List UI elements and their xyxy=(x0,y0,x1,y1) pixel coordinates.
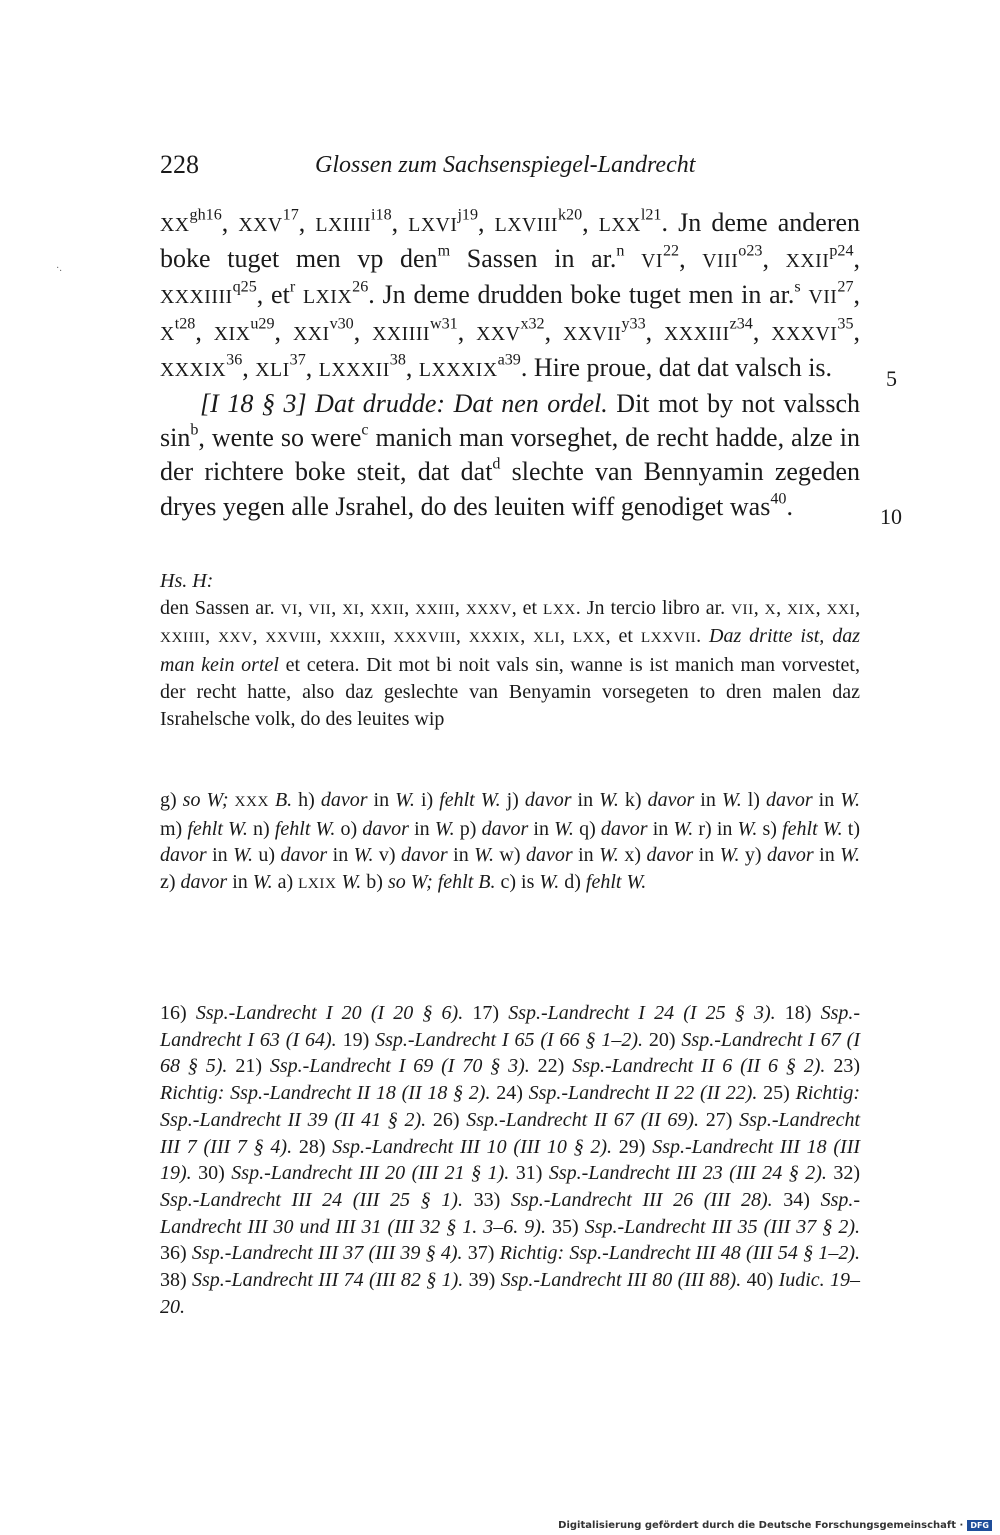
dfg-logo: DFG xyxy=(967,1520,992,1531)
roman-numeral: XXIII xyxy=(415,600,455,618)
italic-text: W. xyxy=(719,844,740,867)
roman-numeral: XXV xyxy=(218,629,253,647)
manuscript-label: Hs. H: xyxy=(160,570,214,592)
roman-numeral: XXX xyxy=(234,793,269,810)
note-marker: 40 xyxy=(770,490,787,508)
footnote-36: 36) Ssp.-Landrecht III 37 (III 39 § 4). xyxy=(160,1242,463,1265)
roman-numeral: XXXIX xyxy=(160,358,227,381)
roman-numeral: XXXIX xyxy=(468,629,521,647)
italic-text: so W; fehlt B. xyxy=(387,870,496,893)
footnote-25: 25) Richtig: Ssp.-Landrecht II 39 (II 41 § 2). xyxy=(160,1082,860,1131)
italic-text: davor xyxy=(320,789,368,811)
footnote-39: 39) Ssp.-Landrecht III 80 (III 88). xyxy=(468,1269,742,1292)
roman-numeral: XI xyxy=(342,600,360,618)
note-marker: s xyxy=(794,279,801,297)
italic-text: fehlt W. xyxy=(274,817,336,840)
note-marker: c xyxy=(361,421,369,439)
roman-numeral: XXV xyxy=(238,214,283,236)
roman-numeral: XXXV xyxy=(465,600,512,618)
note-marker: y33 xyxy=(621,315,646,333)
roman-numeral: XXXVI xyxy=(771,322,838,345)
italic-text: W. xyxy=(434,817,455,840)
roman-numeral: X xyxy=(160,322,175,345)
note-marker: n xyxy=(616,242,625,260)
roman-numeral: VII xyxy=(308,600,332,618)
roman-numeral: VI xyxy=(641,250,663,273)
roman-numeral: XXI xyxy=(292,322,330,345)
italic-text: fehlt W. xyxy=(782,817,843,840)
footnote-40: 40) Iudic. 19–20. xyxy=(160,1269,861,1318)
roman-numeral: XXII xyxy=(785,250,830,273)
roman-numeral: XX xyxy=(160,214,190,236)
italic-text: W. xyxy=(341,870,362,893)
italic-text: W. xyxy=(737,817,758,840)
note-marker: 37 xyxy=(289,351,306,369)
note-marker: k20 xyxy=(557,206,583,224)
italic-text: W. xyxy=(353,844,374,867)
page-number: 228 xyxy=(160,150,199,179)
note-marker: 38 xyxy=(389,351,406,369)
italic-text: fehlt W. xyxy=(187,817,248,840)
roman-numeral: XXXIII xyxy=(664,322,730,345)
footnote-38: 38) Ssp.-Landrecht III 74 (III 82 § 1). xyxy=(160,1269,464,1292)
roman-numeral: LXVIII xyxy=(494,214,558,236)
italic-text: so W; xyxy=(182,789,229,811)
note-marker: r xyxy=(289,279,296,297)
italic-text: W. xyxy=(599,844,619,867)
note-marker: 17 xyxy=(282,206,299,224)
italic-text: davor xyxy=(765,789,813,811)
roman-numeral: XXXVIII xyxy=(393,629,456,647)
footnote-31: 31) Ssp.-Landrecht III 23 (III 24 § 2). xyxy=(515,1162,827,1185)
roman-numeral: LXX xyxy=(598,214,641,236)
footnotes-text xyxy=(160,1000,860,1320)
note-marker: d xyxy=(492,456,501,474)
italic-text: davor xyxy=(767,844,814,867)
dfg-credit xyxy=(558,1520,992,1531)
italic-text: W. xyxy=(840,844,860,867)
footnote-32: 32) Ssp.-Landrecht III 24 (III 25 § 1). xyxy=(160,1162,861,1211)
note-marker: 22 xyxy=(663,242,680,260)
italic-text: davor xyxy=(481,817,529,840)
note-marker: a39 xyxy=(497,351,521,369)
footnote-37: 37) Richtig: Ssp.-Landrecht III 48 (III 54 § 1–2). xyxy=(467,1242,861,1265)
note-marker: m xyxy=(437,242,451,260)
footnote-26: 26) Ssp.-Landrecht II 67 (II 69). xyxy=(432,1108,699,1131)
roman-numeral: LXIX xyxy=(298,874,337,892)
roman-numeral: XXI xyxy=(826,600,856,618)
footnote-34: 34) Ssp.-Landrecht III 30 und III 31 (III 32 § 1. 3–6. 9). xyxy=(160,1188,861,1238)
note-marker: q25 xyxy=(232,279,257,297)
roman-numeral: LXXXII xyxy=(318,358,390,381)
italic-text: fehlt W. xyxy=(585,870,647,893)
footnote-33: 33) Ssp.-Landrecht III 26 (III 28). xyxy=(473,1188,773,1211)
roman-numeral: X xyxy=(764,600,777,618)
italic-text: W. xyxy=(840,789,861,811)
note-marker: l21 xyxy=(640,206,662,224)
italic-text: fehlt W. xyxy=(439,789,501,811)
note-marker: t28 xyxy=(174,315,196,333)
manuscript-variant xyxy=(160,568,860,732)
footnote-27: 27) Ssp.-Landrecht III 7 (III 7 § 4). xyxy=(160,1108,860,1158)
roman-numeral: LXIX xyxy=(302,286,353,309)
footnote-23: 23) Richtig: Ssp.-Landrecht II 18 (II 18 § 2). xyxy=(160,1055,860,1105)
italic-text: davor xyxy=(647,789,695,811)
line-number-10: 10 xyxy=(880,504,902,529)
roman-numeral: XIX xyxy=(787,600,816,618)
footnote-17: 17) Ssp.-Landrecht I 24 (I 25 § 3). xyxy=(472,1002,776,1024)
footnote-28: 28) Ssp.-Landrecht III 10 (III 10 § 2). xyxy=(298,1135,613,1158)
roman-numeral: XXVIII xyxy=(265,629,317,647)
italic-text: W. xyxy=(721,789,742,811)
footnote-20: 20) Ssp.-Landrecht I 67 (I 68 § 5). xyxy=(160,1028,860,1078)
italic-text: davor xyxy=(525,844,573,867)
roman-numeral: LXIIII xyxy=(315,214,372,236)
note-marker: i18 xyxy=(371,206,392,224)
note-marker: x32 xyxy=(520,315,545,333)
footnote-18: 18) Ssp.-Landrecht I 63 (I 64). xyxy=(160,1002,861,1051)
italic-text: W. xyxy=(554,817,574,840)
italic-text: B. xyxy=(274,789,293,811)
apparatus-text: g) so W; XXX B. h) davor in W. i) fehlt W. j) davor in W. k) davor in W. l) davor in W. m) fehlt W. n) fehlt W. o) davor in W. p) davor in W. q) davor in W. r) in W. s) fehlt W. t) davor in W. u) davor in W. v) davor in W. w) davor in W. x) davor in W. y) davor in W. z) davor in W. a) LXIX W. b) so W; fehlt B. c) is W. d) fehlt W. xyxy=(160,789,861,893)
italic-text: davor xyxy=(160,844,207,867)
roman-numeral: XLI xyxy=(255,358,290,381)
footnotes xyxy=(160,1000,860,1320)
roman-numeral: LXXVII xyxy=(640,629,697,647)
manuscript-text: den Sassen ar. VI, VII, XI, XXII, XXIII, XXXV, et LXX. Jn tercio libro ar. VII, X, XIX, XXI, XXIIII, XXV, XXVIII, XXXIII, XXXVIII, XXXIX, XLI, LXX, et LXXVII. Daz dritte ist, daz man kein ortel et cetera. Dit mot bi noit vals sin, wanne is ist manich man vorvestet, der recht hatte, also daz geslechte van Benyamin vorsegeten to dren malen daz Israhelsche volk, do des leuites wip xyxy=(160,596,861,730)
note-marker: j19 xyxy=(457,206,479,224)
roman-numeral: LXXXIX xyxy=(418,358,498,381)
italic-text: W. xyxy=(599,789,619,811)
roman-numeral: XXXIIII xyxy=(160,286,233,309)
roman-numeral: VIII xyxy=(702,250,739,273)
italic-text: davor xyxy=(280,844,328,867)
note-marker: v30 xyxy=(329,315,354,333)
roman-numeral: VI xyxy=(280,600,298,618)
footnote-21: 21) Ssp.-Landrecht I 69 (I 70 § 3). xyxy=(235,1055,530,1078)
main-text xyxy=(160,206,860,524)
footnote-24: 24) Ssp.-Landrecht II 22 (II 22). xyxy=(496,1082,758,1105)
note-marker: 36 xyxy=(226,351,243,369)
roman-numeral: XXII xyxy=(370,600,405,618)
roman-numeral: LXX xyxy=(543,600,576,618)
italic-text: davor xyxy=(401,844,448,867)
roman-numeral: VII xyxy=(731,600,754,618)
note-marker: gh16 xyxy=(189,206,222,224)
roman-numeral: LXX xyxy=(572,629,606,647)
line-number-5: 5 xyxy=(886,366,897,391)
roman-numeral: XLI xyxy=(533,629,560,647)
note-marker: o23 xyxy=(738,242,763,260)
note-marker: 35 xyxy=(837,315,854,333)
roman-numeral: VII xyxy=(808,286,838,309)
dfg-credit-text: Digitalisierung gefördert durch die Deutsche Forschungsgemeinschaft · xyxy=(558,1520,964,1531)
italic-text: davor xyxy=(180,870,228,893)
stray-mark: ·. xyxy=(56,263,62,274)
main-paragraph-2: [I 18 § 3] Dat drudde: Dat nen ordel. Dit mot by not valssch $\sin^b$, wente so were$^c$ manich man vorseghet, de recht hadde, alze in der richtere boke steit, dat dat$^d$ slechte van Bennyamin zegeden dryes yegen alle Jsrahel, do des leuiten wiff genodiget was$^{40}$. xyxy=(160,389,860,521)
footnote-30: 30) Ssp.-Landrecht III 20 (III 21 § 1). xyxy=(198,1162,510,1185)
italic-text: W. xyxy=(474,844,494,867)
note-marker: 26 xyxy=(352,279,369,297)
note-marker: p24 xyxy=(829,242,854,260)
italic-text: davor xyxy=(524,789,572,811)
roman-numeral: XIX xyxy=(213,322,251,345)
note-marker: u29 xyxy=(250,315,275,333)
footnote-35: 35) Ssp.-Landrecht III 35 (III 37 § 2). xyxy=(552,1215,861,1238)
roman-numeral: XXXIII xyxy=(329,629,381,647)
note-marker: z34 xyxy=(729,315,753,333)
italic-text: W. xyxy=(252,870,273,893)
footnote-22: 22) Ssp.-Landrecht II 6 (II 6 § 2). xyxy=(537,1055,826,1078)
running-title: Glossen zum Sachsenspiegel-Landrecht xyxy=(315,152,696,178)
page-header xyxy=(160,150,860,186)
italic-text: [I 18 § 3] Dat drudde: Dat nen ordel. xyxy=(200,389,608,419)
roman-numeral: LXVI xyxy=(408,214,458,236)
note-marker: w31 xyxy=(429,315,458,333)
note-marker: b xyxy=(190,421,199,439)
italic-text: W. xyxy=(233,844,253,867)
italic-text: davor xyxy=(600,817,648,840)
footnote-16: 16) Ssp.-Landrecht I 20 (I 20 § 6). xyxy=(160,1002,464,1024)
footnote-19: 19) Ssp.-Landrecht I 65 (I 66 § 1–2). xyxy=(342,1028,643,1051)
italic-text: davor xyxy=(646,844,694,867)
roman-numeral: XXIIII xyxy=(160,629,206,647)
italic-text: Daz dritte ist, daz man kein ortel xyxy=(160,625,860,677)
footnote-29: 29) Ssp.-Landrecht III 18 (III 19). xyxy=(160,1135,861,1185)
italic-text: W. xyxy=(395,789,415,811)
main-paragraph-1: $XX^{gh16}$, XXV$^{17}$, $LXIIII^{i18}$, $LXVI^{j19}$, $LXVIII^{k20}$, $LXX^{l21}$. Jn deme anderen boke tuget men vp den$^m$ Sassen in ar.$^n$ VI$^{22}$, $VIII^{o23}$, $XXII^{p24}$, $XXXIIII^{q25}$, $et^r$ LXIX$^{26}$. Jn deme drudden boke tuget men in ar.$^s$ VII$^{27}$, $X^{t28}$, $XIX^{u29}$, $XXI^{v30}$, $XXIIII^{w31}$, $XXV^{x32}$, $XXVII^{y33}$, $XXXIII^{z34}$, XXXVI$^{35}$, XXXIX$^{36}$, XLI$^{37}$, LXXXII$^{38}$, $LXXXIX^{a39}$. Hire proue, dat dat valsch is. xyxy=(160,206,861,382)
italic-text: davor xyxy=(362,817,409,840)
roman-numeral: XXVII xyxy=(563,322,622,345)
roman-numeral: XXV xyxy=(476,322,521,345)
italic-text: W. xyxy=(673,817,694,840)
note-marker: 27 xyxy=(837,279,854,297)
roman-numeral: XXIIII xyxy=(372,322,430,345)
italic-text: W. xyxy=(539,870,560,893)
critical-apparatus xyxy=(160,787,860,897)
